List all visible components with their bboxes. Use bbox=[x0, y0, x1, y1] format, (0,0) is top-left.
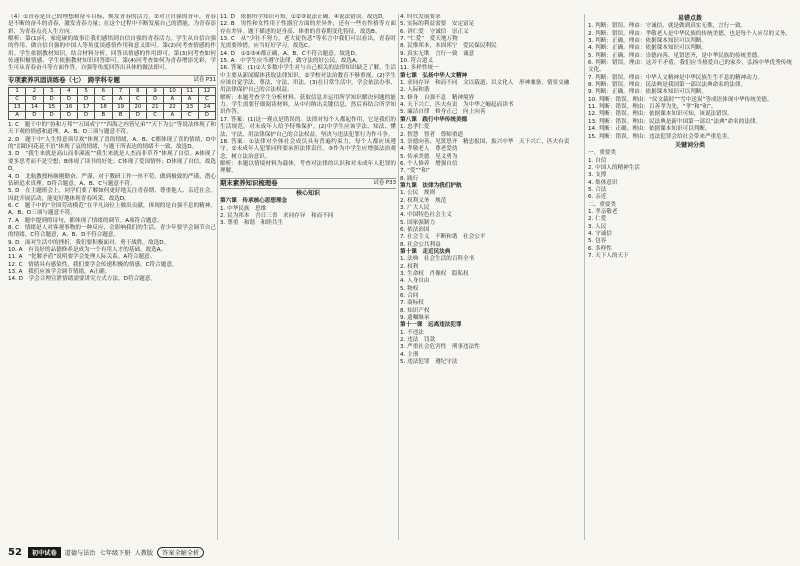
unit-title: 第十一课 远离违法犯罪 bbox=[400, 322, 462, 329]
page-number: 52 bbox=[8, 546, 22, 558]
answer-item: 14. D ①②③④都正确，A、B、C不符合题意。故选D。 bbox=[220, 50, 361, 57]
list-item: 3. 修身 自强不息 精神境界 bbox=[400, 94, 475, 101]
keyword-item: 2. 中国人的精神生活 bbox=[588, 164, 640, 171]
list-item: 4. 人身自由 bbox=[400, 278, 430, 285]
keyword-item: 5. 包容 bbox=[588, 238, 607, 245]
answer-item: 4. 判断：正确。理由：依据课本知识可以判断。 bbox=[588, 45, 707, 52]
answer-grid bbox=[8, 87, 216, 120]
section-ref: 试卷 P33 bbox=[373, 179, 396, 186]
answer-item: 14. 判断：正确。理由：依据课本知识可以判断。 bbox=[588, 126, 711, 133]
list-item: 11. 多样性统一 bbox=[400, 65, 439, 72]
answer-item: 18. 答案：①法律对全体社会成员具有普遍约束力，每个人都应该遵守。②未成年人犯罪同样要承担法律责任。③作为中学生应增强法治观念，树立法治意识。 bbox=[220, 138, 396, 160]
list-item: 1. 中华民族 思维 bbox=[220, 205, 267, 212]
answer-item: 9. D 面对生活中的挫折，我们要积极面对、勇于战胜。故选D。 bbox=[8, 239, 170, 246]
list-item: 1. 法典 社会生活的百科全书 bbox=[400, 256, 475, 263]
section-title: 专项素养巩固训练卷（七） 跨学科专题 bbox=[8, 75, 120, 84]
keyword-item: 6. 多样性 bbox=[588, 245, 612, 252]
paragraph: 解析：第(1)问，家庭碰的故事让我们感悟到自信自强的青春活力。学生从自信自强的作用、做自信自强的中国人等角度谈感悟作用和意义即可。第(2)问考查情感的作用。学生依据教材知识，结合材料分析，回答出情感的作用即可。第(3)问考查如何传递积极情感，学生依据教材知识回答即可。第(4)问考查如何为青春增添光彩，学生可从青春奋斗等方面作答，自强等角度回答出具体的做法即可。 bbox=[8, 36, 216, 72]
answer-item: 1. 判断：错误。理由：守诚信，就是做到真实无欺，言行一致。 bbox=[588, 23, 747, 30]
grid-cell: D bbox=[78, 96, 95, 104]
section-title: 期末素养知识梳理卷 bbox=[220, 178, 278, 187]
answer-item: 6. 判断：错误。理由：这并不矛盾，我们应当热爱自己的家乡，弘扬中华优秀传统文化。 bbox=[588, 60, 792, 74]
list-item: 9. 遗嘱继承 bbox=[400, 315, 430, 322]
unit-title: 第七课 弘扬中华人文精神 bbox=[400, 72, 468, 79]
grid-cell: C bbox=[9, 96, 26, 104]
column-3 bbox=[400, 14, 580, 540]
subsection-title: 易错点拨 bbox=[677, 15, 702, 22]
list-item: 5. 违法犯罪 遵纪守法 bbox=[400, 359, 458, 366]
list-item: 1. 求同存异 和而不同 文以载道，以文化人 形神兼备，情景交融 bbox=[400, 80, 570, 87]
answer-item: 解析：本题以情境材料为载体，考查对法律的认识和对未成年人犯罪的理解。 bbox=[220, 160, 396, 175]
grid-cell: 7 bbox=[112, 88, 129, 96]
answer-item: 15. A 中学生应当遵守法律，做守法的好公民。故选A。 bbox=[220, 58, 362, 65]
grid-cell: 12 bbox=[198, 88, 215, 96]
subject-label: 道德与法治 bbox=[64, 549, 96, 557]
answer-item: 5. 判断：正确。理由：崇德向善、见贤思齐，是中华民族的传统美德。 bbox=[588, 52, 763, 59]
answer-item: 1. C 题干中的“协和万邦”“万国成宁”“四海之内皆兄弟”“天下为公”等说法体现了和天下观的情感和道理。A、B、D三项与题意不符。 bbox=[8, 122, 216, 136]
list-item: 2. 权利 bbox=[400, 263, 419, 270]
list-item: 2. 权利义务 规范 bbox=[400, 197, 447, 204]
grid-row-answers bbox=[9, 96, 216, 104]
keyword-item: 4. 守诚信 bbox=[588, 230, 612, 237]
list-item: 4. 孝敬老人 尊老爱幼 bbox=[400, 146, 458, 153]
list-item: 3. 广大人民 bbox=[400, 204, 430, 211]
list-item: 4. 时代发展要求 bbox=[400, 14, 441, 20]
grid-cell: 10 bbox=[164, 88, 181, 96]
column-divider bbox=[398, 14, 399, 540]
answer-item: 3. D “我生来就是高山而非溪流”“我生来就是人杰而非草芥”体现了自信。A体现了要多思考而不是空想；B体现了读书的好处；C体现了爱国情怀；D体现了自信。故选D。 bbox=[8, 151, 216, 173]
grid-cell: 9 bbox=[147, 88, 164, 96]
page-footer bbox=[8, 545, 792, 559]
grid-cell: C bbox=[198, 96, 215, 104]
grid-cell: 24 bbox=[198, 104, 215, 112]
brand-label: 初中试卷 bbox=[28, 547, 61, 558]
list-item: 6. 讲仁爱 守诚信 崇正义 bbox=[400, 28, 469, 35]
grid-cell: D bbox=[60, 96, 77, 104]
answer-item: 16. 答案：(1)①大多数中学生对与自己相关的法律知识缺乏了解，生活中主要从新闻媒体获取法律知识。②学校对法治教育不够重视。(2)学生应该自觉学法、尊法、守法、用法。(3)在日常生活中，学会依法办事，用法律保护自己的合法权益。 bbox=[220, 65, 396, 94]
grid-cell: D bbox=[60, 112, 77, 120]
unit-title: 第九课 法律为我们护航 bbox=[400, 182, 462, 189]
answer-item: 7. A 题中提到的诗句，都体现了情绪的调节。A项符合题意。 bbox=[8, 217, 163, 224]
grid-cell: 18 bbox=[95, 104, 112, 112]
grid-cell: 2 bbox=[26, 88, 43, 96]
grid-cell: A bbox=[164, 96, 181, 104]
subsection-title: 关键词分类 bbox=[674, 141, 705, 149]
grid-cell: D bbox=[43, 112, 60, 120]
grid-cell: A bbox=[9, 112, 26, 120]
keyword-item: 4. 集体意识 bbox=[588, 179, 618, 186]
list-item: 10. 符合道义 bbox=[400, 58, 434, 65]
grid-cell: 11 bbox=[181, 88, 198, 96]
list-item: 1. 忠孝仁爱 bbox=[400, 124, 430, 131]
grid-cell: B bbox=[95, 112, 112, 120]
keyword-item: 3. 支撑 bbox=[588, 172, 607, 179]
list-item: 7. “爱”“和” bbox=[400, 168, 430, 175]
list-item: 7. “仁爱” 爱天地万物 bbox=[400, 36, 458, 43]
grid-cell: A bbox=[181, 96, 198, 104]
grid-cell: 16 bbox=[60, 104, 77, 112]
paragraph: （4）①青春是自己的理想和奋斗目标，焕发青春的活力。②对立自强的青年，青春是不断的奋斗的青春，激发青春力量；在这个过程中不断发展自己的潜能，为青春添彩，为青春点亮人生方向。 bbox=[8, 14, 216, 35]
keyword-item: 6. 亲近 bbox=[588, 194, 607, 201]
section-header bbox=[8, 75, 216, 86]
column-divider bbox=[584, 14, 585, 540]
answer-item: 11. A “化解矛盾”说明要学会处理人际关系。A符合题意。 bbox=[8, 254, 156, 261]
answer-item: 9. 判断：正确。理由：依据课本知识可以判断。 bbox=[588, 89, 707, 96]
answer-item: 7. 判断：错误。理由：中华人文精神是中华民族生生不息的精神动力。 bbox=[588, 74, 763, 81]
answer-item: 14. D 学会合理宣泄情绪需要讲究方式方法。D符合题意。 bbox=[8, 276, 156, 283]
list-item: 6. 合同 bbox=[400, 293, 419, 300]
keyword-item: 5. 合法 bbox=[588, 186, 607, 193]
answer-item: 5. D 在主题班会上，同学们要了解如何更好地关注青春期、尊重他人、亲近社会。因此开展活动，能更好地体现青春风采。故选D。 bbox=[8, 188, 216, 202]
list-item: 7. 商标权 bbox=[400, 300, 424, 307]
grid-row-numbers bbox=[9, 88, 216, 96]
grid-cell: D bbox=[147, 96, 164, 104]
list-item: 2. 违法 罚款 bbox=[400, 337, 436, 344]
grid-cell: 4 bbox=[60, 88, 77, 96]
subsection-title: 核心知识 bbox=[295, 189, 320, 197]
grid-cell: D bbox=[129, 112, 146, 120]
list-item: 3. 崇德向善、见贤思齐 精忠报国，振兴中华 天下兴亡，匹夫有责 bbox=[400, 138, 570, 145]
answer-item: 3. 判断：正确。理由：依据课本知识可以判断。 bbox=[588, 38, 707, 45]
answer-item: 12. 判断：错误。理由：依据课本知识可知，该说法错误。 bbox=[588, 111, 733, 118]
unit-title: 第六课 传承核心思想理念 bbox=[220, 198, 288, 205]
grid-cell: 13 bbox=[9, 104, 26, 112]
grid-cell: D bbox=[26, 96, 43, 104]
list-item: 8. 社会公共利益 bbox=[400, 241, 441, 248]
list-item: 8. 践行 bbox=[400, 175, 419, 182]
grid-cell: 1 bbox=[9, 88, 26, 96]
list-item: 6. 个人修养 增强自信 bbox=[400, 160, 458, 167]
grid-cell: D bbox=[26, 112, 43, 120]
answer-item: 11. 判断：错误。理由：百善孝为先，“孝”和“和”。 bbox=[588, 104, 717, 111]
keyword-item: 7. 天下人的天下 bbox=[588, 253, 629, 259]
answer-item: 10. 判断：错误。理由：“仪文载时”“雪中送炭”等成语体现中华传统美德。 bbox=[588, 96, 773, 103]
grid-row-numbers bbox=[9, 104, 216, 112]
grid-cell: D bbox=[198, 112, 215, 120]
list-item: 5. 物权 bbox=[400, 285, 419, 292]
answer-item: 13. C 从“少壮不努力，老大徒伤悲”等名言中我们可以看出，青春时光需要珍惜，应当好好学习。故选C。 bbox=[220, 36, 396, 50]
grid-cell: 14 bbox=[26, 104, 43, 112]
grid-cell: D bbox=[43, 96, 60, 104]
list-item: 7. 社会主义 不断和谐 社会公平 bbox=[400, 234, 486, 241]
list-item: 5. 传承美德 见义勇为 bbox=[400, 153, 458, 160]
list-item: 3. 尊重 和谐 和睦共生 bbox=[220, 220, 284, 227]
grid-cell: 8 bbox=[129, 88, 146, 96]
grid-cell: A bbox=[112, 96, 129, 104]
keyword-item: 2. 仁爱 bbox=[588, 216, 607, 223]
grid-cell: C bbox=[181, 112, 198, 120]
unit-title: 第十课 走近民法典 bbox=[400, 249, 451, 255]
answer-item: 12. B 男性和女性用于性器官方面的差异外，还有一些在性格等方面存在差异。题干描述的是身高、体重的青春期变化特征，故选B。 bbox=[220, 21, 396, 35]
grid-cell: 23 bbox=[181, 104, 198, 112]
list-item: 2. 人际和谐 bbox=[400, 87, 430, 94]
grid-cell: 19 bbox=[112, 104, 129, 112]
list-item: 4. 中国特色社会主义 bbox=[400, 212, 452, 219]
keyword-item: 一、重要类 bbox=[588, 150, 616, 157]
grid-cell: 20 bbox=[129, 104, 146, 112]
keyword-item: 3. 人民 bbox=[588, 223, 607, 230]
grid-cell: 3 bbox=[43, 88, 60, 96]
column-2 bbox=[220, 14, 396, 540]
answer-item: 6. C 题干中的“全国劳动模范”在平凡岗位上做出贡献，体现的是自强不息的精神。A、B、D三项与题意不符。 bbox=[8, 202, 216, 217]
list-item: 5. 国家强制力 bbox=[400, 219, 436, 226]
column-4 bbox=[588, 14, 792, 540]
list-item: 2. 智慧 智者 尊师重道 bbox=[400, 131, 464, 138]
answer-item: 15. 判断：错误。理由：违法犯罪会给社会带来严重危害。 bbox=[588, 133, 733, 140]
list-item: 2. 民为邦本 吾日三省 求同存异 和而不同 bbox=[220, 212, 334, 219]
list-item: 9. 真实无欺 言行一致 诚意 bbox=[400, 50, 475, 57]
answer-item: 4. D 北航教授杨继刚勤奋、严谨，对于教研工作一丝不苟，做到极致的严谨，潜心钻研追求真理。D符合题意。A、B、C与题意不符。 bbox=[8, 173, 216, 187]
grid-cell: 21 bbox=[147, 104, 164, 112]
column-1 bbox=[8, 14, 216, 540]
list-item: 3. 严重社会危害性 刑事违法性 bbox=[400, 344, 480, 351]
answer-item: 8. C 情绪是人对客观事物的一种反应，会影响我们的生活。青少年要学会调节自己的情绪。C符合题意，A、B、D不符合题意。 bbox=[8, 224, 216, 239]
list-item: 8. 知识产权 bbox=[400, 307, 430, 314]
grid-cell: 6 bbox=[95, 88, 112, 96]
answer-item: 10. A 有良好的品德修养是成为一个有用人才的基础。故选A。 bbox=[8, 246, 167, 253]
list-item: 3. 生命权 肖像权 隐私权 bbox=[400, 271, 469, 278]
answer-item: 2. D 题干中“人生得意须尽欢”体现了喜的情绪，A、B、C都体现了喜的情绪，D中的“泪眼问花花不语”体现了哀的情绪，与题干所表达的情绪不一致，故选D。 bbox=[8, 136, 216, 151]
edition-label: 人教版 bbox=[134, 549, 154, 557]
grid-cell: 17 bbox=[78, 104, 95, 112]
grid-cell: C bbox=[129, 96, 146, 104]
answer-item: 8. 判断：错误。理由：民法典是我国第一部以法典命名的法律。 bbox=[588, 82, 747, 89]
grid-cell: C bbox=[147, 112, 164, 120]
answer-item: 17. 答案：(1)这一观点是错误的。法律对每个人都起作用，它是我们的生活规范，对未成年人给予特殊保护。(2)中学生应该学法、知法、懂法、守法，用法律保护自己的合法权益，坚决与违法犯罪行为作斗争。 bbox=[220, 116, 396, 138]
list-item: 4. 天下兴亡，匹夫有责 为中华之崛起而读书 bbox=[400, 102, 514, 109]
grid-cell: D bbox=[78, 112, 95, 120]
keyword-item: 1. 自信 bbox=[588, 157, 607, 164]
keyword-item: 二、重要类 bbox=[588, 201, 616, 208]
keyword-item: 1. 孝亲敬老 bbox=[588, 208, 618, 215]
grid-cell: B bbox=[112, 112, 129, 120]
list-item: 1. 不违法 bbox=[400, 329, 424, 336]
answer-item: 13. A 我们应该学会调节情绪，A正确。 bbox=[8, 268, 111, 275]
answer-item: 12. C 情绪具有感染性，我们要学会传递积极的情感。C符合题意。 bbox=[8, 261, 178, 268]
grid-cell: 5 bbox=[78, 88, 95, 96]
grid-cell: A bbox=[164, 112, 181, 120]
list-item: 1. 公民 规则 bbox=[400, 190, 436, 197]
list-item: 6. 依法治国 bbox=[400, 226, 430, 233]
answer-item: 解析：本题考查学生分析材料、获取信息并运用所学知识解决问题的能力。学生需要仔细阅读材料，从中归纳出关键信息，然后再结合所学知识作答。 bbox=[220, 94, 396, 116]
list-item: 5. 实际的利益需要 安定富足 bbox=[400, 21, 475, 28]
list-item: 5. 廉洁自律 修身正己 向上向善 bbox=[400, 109, 486, 116]
answer-item: 13. 判断：错误。理由：民法典是新中国第一部以“法典”命名的法律。 bbox=[588, 118, 762, 125]
list-item: 4. 主刑 bbox=[400, 351, 419, 358]
section-ref: 试卷 P31 bbox=[193, 76, 216, 83]
grid-cell: 15 bbox=[43, 104, 60, 112]
grid-cell: C bbox=[95, 96, 112, 104]
list-item: 8. 民惟邦本，本固邦宁 爱民保民利民 bbox=[400, 43, 497, 50]
unit-title: 第八课 践行中华传统美德 bbox=[400, 116, 468, 123]
answer-tag: 答案全解全析 bbox=[157, 547, 204, 558]
section-header bbox=[220, 178, 396, 189]
answer-item: 11. D 依据所学知识可知，①②③说法正确，④说法错误。故选D。 bbox=[220, 14, 389, 20]
grade-label: 七年级下册 bbox=[99, 549, 131, 557]
grid-cell: 22 bbox=[164, 104, 181, 112]
answer-item: 2. 判断：错误。理由：孝敬老人是中华民族的传统美德，也是每个人应尽的义务。 bbox=[588, 30, 791, 37]
column-divider bbox=[217, 14, 218, 540]
grid-row-answers bbox=[9, 112, 216, 120]
